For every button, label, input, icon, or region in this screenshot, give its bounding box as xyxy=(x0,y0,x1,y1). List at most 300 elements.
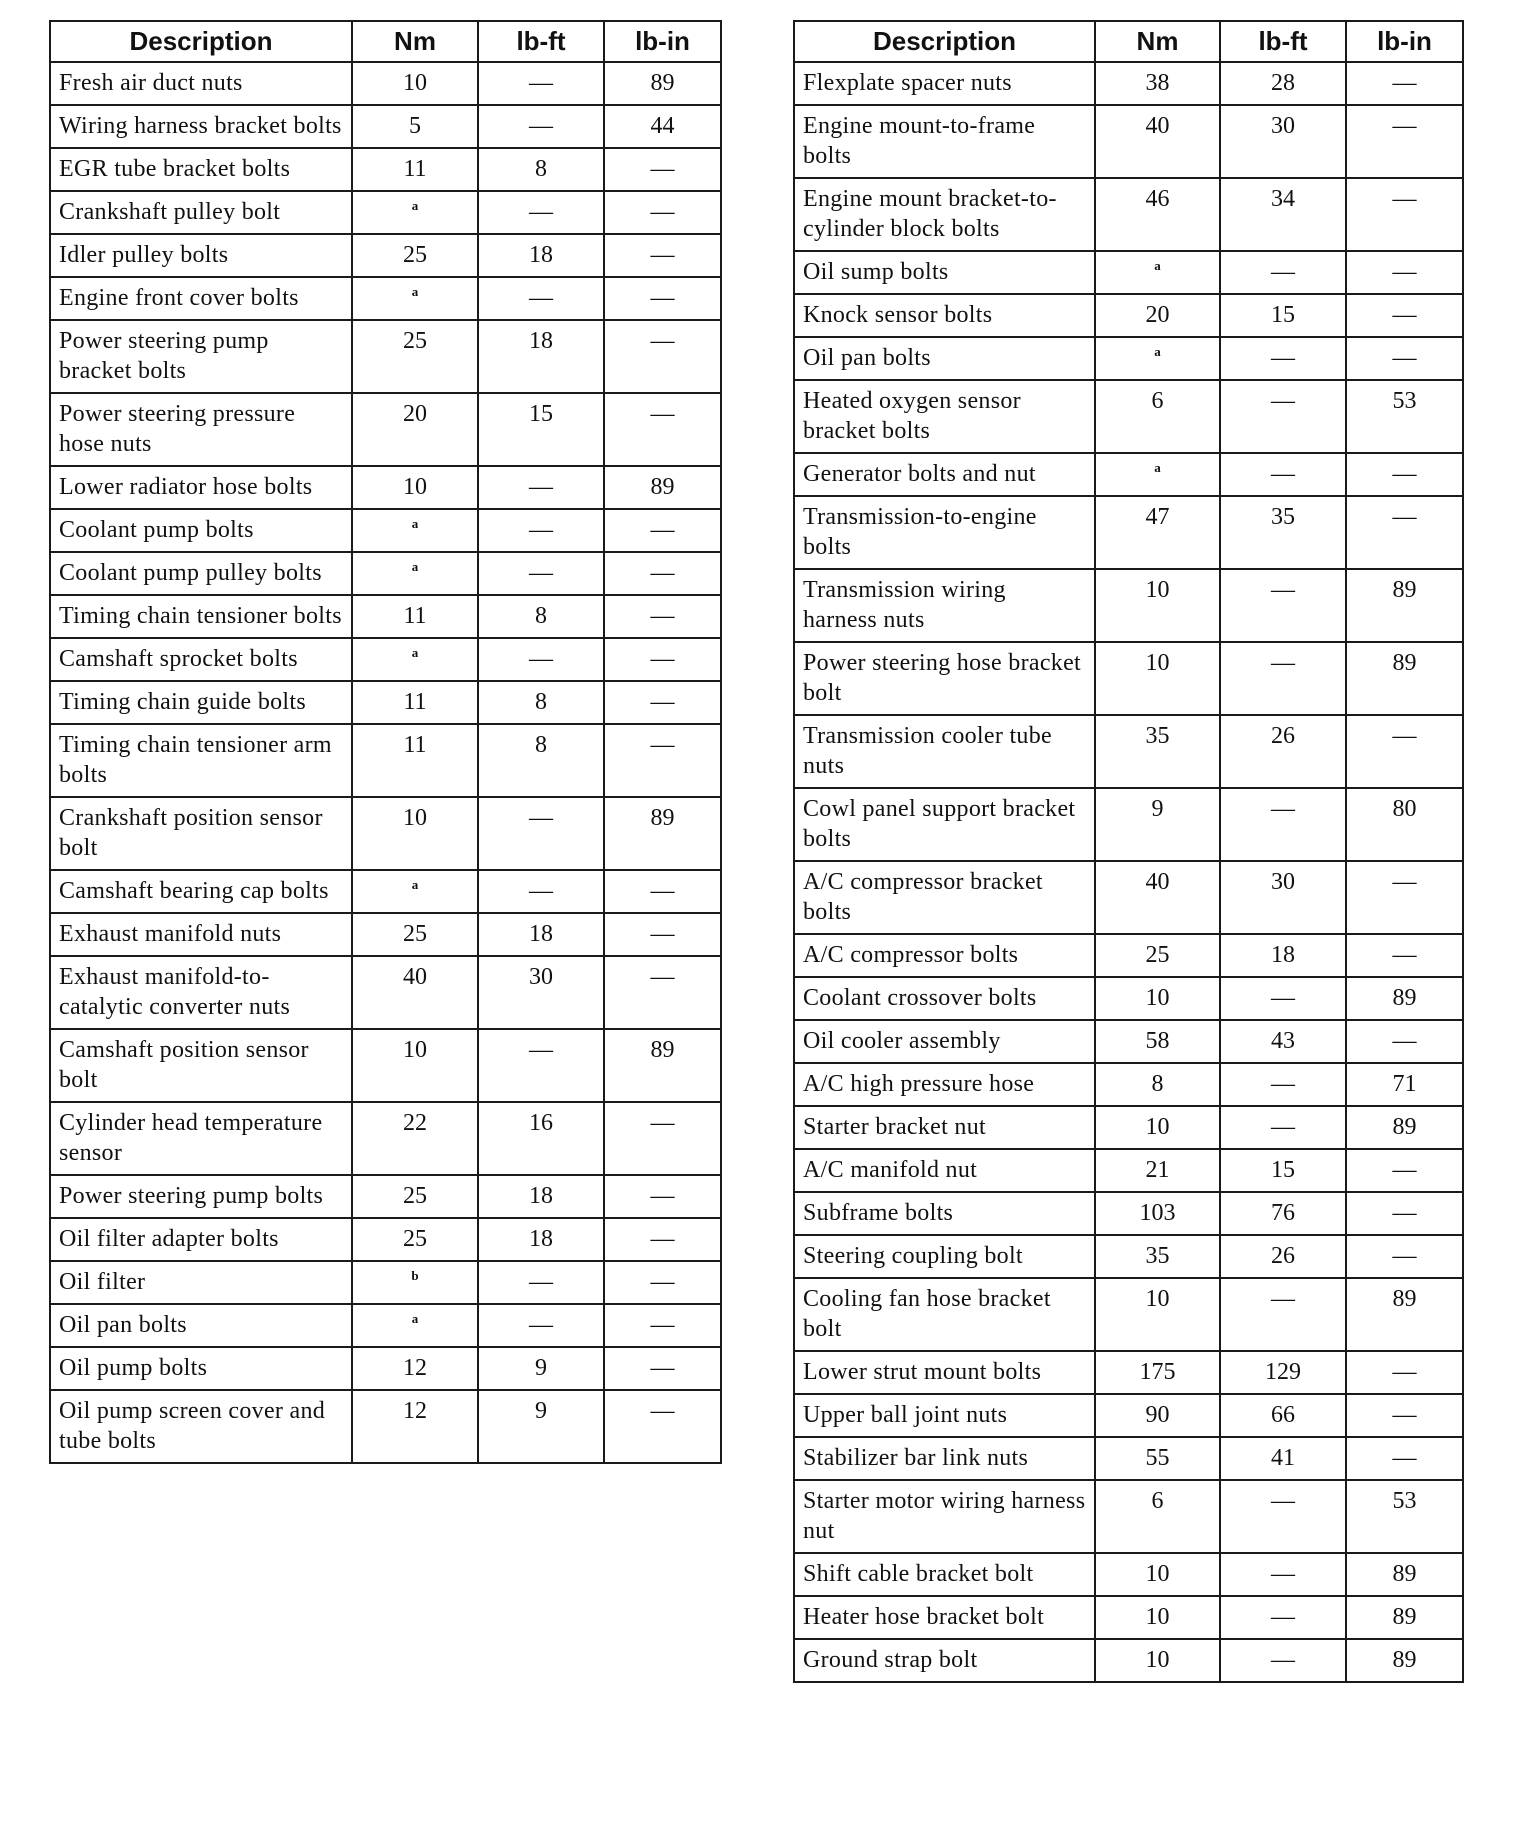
lbft-cell: 16 xyxy=(478,1102,604,1175)
table-row xyxy=(794,1351,1463,1394)
lbin-cell: — xyxy=(1346,496,1463,569)
table-row xyxy=(794,1235,1463,1278)
nm-cell: 22 xyxy=(352,1102,478,1175)
lbft-cell: 34 xyxy=(1220,178,1346,251)
description-cell: Oil cooler assembly xyxy=(794,1020,1095,1063)
nm-cell: 10 xyxy=(1095,1596,1220,1639)
nm-cell: 10 xyxy=(352,797,478,870)
nm-cell: 40 xyxy=(352,956,478,1029)
lbft-cell: 18 xyxy=(478,234,604,277)
description-cell: Oil sump bolts xyxy=(794,251,1095,294)
header-row xyxy=(794,21,1463,62)
description-cell: Crankshaft pulley bolt xyxy=(50,191,352,234)
nm-cell: 10 xyxy=(1095,1106,1220,1149)
nm-cell: 10 xyxy=(1095,1278,1220,1351)
table-row xyxy=(50,552,721,595)
lbft-cell: — xyxy=(478,105,604,148)
lbin-cell: — xyxy=(1346,861,1463,934)
description-cell: Oil filter adapter bolts xyxy=(50,1218,352,1261)
nm-cell: 25 xyxy=(1095,934,1220,977)
nm-cell xyxy=(1095,453,1220,496)
table-row xyxy=(794,715,1463,788)
table-row xyxy=(794,1278,1463,1351)
lbin-cell: — xyxy=(604,956,721,1029)
description-cell: EGR tube bracket bolts xyxy=(50,148,352,191)
table-row xyxy=(50,724,721,797)
table-row xyxy=(50,1261,721,1304)
lbin-cell: — xyxy=(604,1102,721,1175)
col-header-nm: Nm xyxy=(1095,21,1220,62)
lbin-cell: — xyxy=(604,870,721,913)
table-row xyxy=(50,797,721,870)
col-header-lbft: lb-ft xyxy=(1220,21,1346,62)
nm-cell: 12 xyxy=(352,1390,478,1463)
lbft-cell: 43 xyxy=(1220,1020,1346,1063)
description-cell: Coolant pump pulley bolts xyxy=(50,552,352,595)
lbft-cell: 15 xyxy=(1220,294,1346,337)
table-row xyxy=(50,1347,721,1390)
lbft-cell: — xyxy=(478,552,604,595)
nm-cell: 9 xyxy=(1095,788,1220,861)
lbin-cell: — xyxy=(604,148,721,191)
lbin-cell: — xyxy=(1346,1235,1463,1278)
lbft-cell: — xyxy=(478,191,604,234)
nm-cell xyxy=(352,870,478,913)
lbin-cell: — xyxy=(1346,1437,1463,1480)
lbin-cell: — xyxy=(604,552,721,595)
lbft-cell: — xyxy=(478,1029,604,1102)
lbft-cell: 18 xyxy=(478,913,604,956)
nm-cell: 25 xyxy=(352,1175,478,1218)
table-row xyxy=(794,496,1463,569)
lbft-cell: 35 xyxy=(1220,496,1346,569)
description-cell: Transmission wiring harness nuts xyxy=(794,569,1095,642)
lbft-cell: 8 xyxy=(478,681,604,724)
nm-cell: 103 xyxy=(1095,1192,1220,1235)
description-cell: Heater hose bracket bolt xyxy=(794,1596,1095,1639)
nm-cell: 11 xyxy=(352,148,478,191)
lbin-cell: 89 xyxy=(1346,569,1463,642)
description-cell: Engine front cover bolts xyxy=(50,277,352,320)
description-cell: Cooling fan hose bracket bolt xyxy=(794,1278,1095,1351)
lbft-cell: — xyxy=(1220,1596,1346,1639)
lbin-cell: — xyxy=(604,320,721,393)
footnote-marker: a xyxy=(411,284,419,299)
lbin-cell: — xyxy=(1346,453,1463,496)
col-header-lbin: lb-in xyxy=(1346,21,1463,62)
lbin-cell: — xyxy=(604,1175,721,1218)
description-cell: Oil pump screen cover and tube bolts xyxy=(50,1390,352,1463)
lbin-cell: — xyxy=(604,393,721,466)
table-row xyxy=(794,1106,1463,1149)
table-row xyxy=(794,1480,1463,1553)
lbin-cell: — xyxy=(604,724,721,797)
table-row xyxy=(50,870,721,913)
description-cell: Power steering hose bracket bolt xyxy=(794,642,1095,715)
lbin-cell: — xyxy=(1346,294,1463,337)
table-row xyxy=(50,277,721,320)
table-row xyxy=(794,569,1463,642)
lbin-cell: 89 xyxy=(604,1029,721,1102)
lbft-cell: — xyxy=(478,62,604,105)
lbft-cell: — xyxy=(1220,251,1346,294)
lbin-cell: — xyxy=(604,595,721,638)
lbin-cell: — xyxy=(1346,178,1463,251)
description-cell: Wiring harness bracket bolts xyxy=(50,105,352,148)
lbft-cell: 15 xyxy=(1220,1149,1346,1192)
lbft-cell: 18 xyxy=(478,1218,604,1261)
nm-cell: 40 xyxy=(1095,861,1220,934)
nm-cell: 11 xyxy=(352,595,478,638)
table-row xyxy=(794,934,1463,977)
lbft-cell: 30 xyxy=(478,956,604,1029)
table-row xyxy=(50,105,721,148)
description-cell: Timing chain guide bolts xyxy=(50,681,352,724)
table-row xyxy=(794,1192,1463,1235)
nm-cell xyxy=(1095,337,1220,380)
table-row xyxy=(50,595,721,638)
nm-cell xyxy=(352,277,478,320)
lbft-cell: — xyxy=(478,466,604,509)
table-row xyxy=(50,638,721,681)
nm-cell: 25 xyxy=(352,320,478,393)
lbin-cell: 89 xyxy=(1346,1596,1463,1639)
lbft-cell: — xyxy=(1220,977,1346,1020)
nm-cell xyxy=(352,191,478,234)
description-cell: Oil pump bolts xyxy=(50,1347,352,1390)
table-row xyxy=(794,178,1463,251)
table-row xyxy=(794,294,1463,337)
lbft-cell: 9 xyxy=(478,1390,604,1463)
lbft-cell: 26 xyxy=(1220,1235,1346,1278)
lbft-cell: 18 xyxy=(478,320,604,393)
table-row xyxy=(50,1102,721,1175)
lbin-cell: — xyxy=(1346,251,1463,294)
table-row xyxy=(794,1437,1463,1480)
nm-cell: 10 xyxy=(352,466,478,509)
footnote-marker: a xyxy=(411,198,419,213)
nm-cell: 25 xyxy=(352,1218,478,1261)
lbft-cell: 18 xyxy=(1220,934,1346,977)
description-cell: Steering coupling bolt xyxy=(794,1235,1095,1278)
nm-cell: 10 xyxy=(352,1029,478,1102)
table-row xyxy=(50,191,721,234)
lbin-cell: 53 xyxy=(1346,380,1463,453)
nm-cell: 55 xyxy=(1095,1437,1220,1480)
description-cell: Subframe bolts xyxy=(794,1192,1095,1235)
lbft-cell: — xyxy=(1220,1106,1346,1149)
lbft-cell: — xyxy=(478,638,604,681)
lbft-cell: 30 xyxy=(1220,105,1346,178)
lbft-cell: — xyxy=(1220,1639,1346,1682)
lbin-cell: — xyxy=(1346,62,1463,105)
nm-cell xyxy=(352,1261,478,1304)
lbft-cell: — xyxy=(1220,1480,1346,1553)
nm-cell: 12 xyxy=(352,1347,478,1390)
lbft-cell: 8 xyxy=(478,595,604,638)
col-header-description: Description xyxy=(50,21,352,62)
lbin-cell: 71 xyxy=(1346,1063,1463,1106)
lbft-cell: — xyxy=(1220,642,1346,715)
lbin-cell: 89 xyxy=(1346,1106,1463,1149)
table-row xyxy=(794,62,1463,105)
description-cell: Cowl panel support bracket bolts xyxy=(794,788,1095,861)
lbin-cell: — xyxy=(604,509,721,552)
lbft-cell: — xyxy=(1220,1063,1346,1106)
nm-cell: 175 xyxy=(1095,1351,1220,1394)
lbin-cell: 44 xyxy=(604,105,721,148)
lbft-cell: — xyxy=(478,1261,604,1304)
lbft-cell: 30 xyxy=(1220,861,1346,934)
table-row xyxy=(794,642,1463,715)
table-row xyxy=(50,1390,721,1463)
table-row xyxy=(794,1596,1463,1639)
footnote-marker: a xyxy=(1154,258,1161,273)
header-row xyxy=(50,21,721,62)
table-row xyxy=(794,251,1463,294)
lbft-cell: — xyxy=(478,797,604,870)
description-cell: Starter motor wiring harness nut xyxy=(794,1480,1095,1553)
description-cell: Exhaust manifold nuts xyxy=(50,913,352,956)
description-cell: Starter bracket nut xyxy=(794,1106,1095,1149)
lbft-cell: 66 xyxy=(1220,1394,1346,1437)
col-header-nm: Nm xyxy=(352,21,478,62)
lbin-cell: 89 xyxy=(1346,1639,1463,1682)
description-cell: Timing chain tensioner arm bolts xyxy=(50,724,352,797)
lbin-cell: 89 xyxy=(1346,1553,1463,1596)
nm-cell: 40 xyxy=(1095,105,1220,178)
table-row xyxy=(794,337,1463,380)
description-cell: Idler pulley bolts xyxy=(50,234,352,277)
table-row xyxy=(794,105,1463,178)
description-cell: Camshaft position sensor bolt xyxy=(50,1029,352,1102)
description-cell: Cylinder head temperature sensor xyxy=(50,1102,352,1175)
nm-cell: 35 xyxy=(1095,1235,1220,1278)
description-cell: Flexplate spacer nuts xyxy=(794,62,1095,105)
description-cell: A/C compressor bolts xyxy=(794,934,1095,977)
lbin-cell: — xyxy=(604,1261,721,1304)
lbft-cell: — xyxy=(478,870,604,913)
table-row xyxy=(794,1020,1463,1063)
torque-table-left xyxy=(49,20,722,1464)
table-row xyxy=(50,956,721,1029)
lbft-cell: — xyxy=(1220,453,1346,496)
nm-cell: 5 xyxy=(352,105,478,148)
lbin-cell: 89 xyxy=(604,797,721,870)
lbin-cell: 89 xyxy=(1346,1278,1463,1351)
table-row xyxy=(50,234,721,277)
lbin-cell: — xyxy=(604,913,721,956)
col-header-lbin: lb-in xyxy=(604,21,721,62)
lbin-cell: — xyxy=(604,234,721,277)
lbft-cell: — xyxy=(1220,1553,1346,1596)
lbin-cell: 89 xyxy=(604,466,721,509)
description-cell: Fresh air duct nuts xyxy=(50,62,352,105)
description-cell: Camshaft bearing cap bolts xyxy=(50,870,352,913)
lbin-cell: — xyxy=(1346,1020,1463,1063)
description-cell: Generator bolts and nut xyxy=(794,453,1095,496)
description-cell: Upper ball joint nuts xyxy=(794,1394,1095,1437)
description-cell: Stabilizer bar link nuts xyxy=(794,1437,1095,1480)
description-cell: Engine mount-to-frame bolts xyxy=(794,105,1095,178)
table-row xyxy=(794,788,1463,861)
footnote-marker: a xyxy=(1154,344,1161,359)
table-row xyxy=(50,681,721,724)
footnote-marker: a xyxy=(411,645,419,660)
description-cell: Coolant crossover bolts xyxy=(794,977,1095,1020)
nm-cell: 6 xyxy=(1095,380,1220,453)
description-cell: Oil pan bolts xyxy=(50,1304,352,1347)
lbft-cell: — xyxy=(1220,337,1346,380)
description-cell: Knock sensor bolts xyxy=(794,294,1095,337)
lbin-cell: — xyxy=(604,1390,721,1463)
col-header-lbft: lb-ft xyxy=(478,21,604,62)
lbft-cell: 18 xyxy=(478,1175,604,1218)
nm-cell: 10 xyxy=(1095,1639,1220,1682)
torque-table-right xyxy=(793,20,1464,1683)
lbin-cell: — xyxy=(1346,1149,1463,1192)
lbft-cell: — xyxy=(1220,380,1346,453)
nm-cell: 11 xyxy=(352,724,478,797)
lbft-cell: 15 xyxy=(478,393,604,466)
lbin-cell: — xyxy=(604,1347,721,1390)
lbft-cell: 129 xyxy=(1220,1351,1346,1394)
lbft-cell: — xyxy=(478,509,604,552)
table-row xyxy=(794,1149,1463,1192)
nm-cell xyxy=(352,509,478,552)
table-row xyxy=(794,380,1463,453)
table-row xyxy=(50,1304,721,1347)
lbft-cell: — xyxy=(1220,1278,1346,1351)
footnote-marker: a xyxy=(411,516,419,531)
table-row xyxy=(50,148,721,191)
nm-cell: 20 xyxy=(1095,294,1220,337)
lbin-cell: — xyxy=(604,277,721,320)
table-row xyxy=(794,1553,1463,1596)
nm-cell: 25 xyxy=(352,913,478,956)
lbft-cell: 28 xyxy=(1220,62,1346,105)
footnote-marker: b xyxy=(411,1268,419,1283)
description-cell: Ground strap bolt xyxy=(794,1639,1095,1682)
lbin-cell: 53 xyxy=(1346,1480,1463,1553)
lbin-cell: — xyxy=(1346,337,1463,380)
table-row xyxy=(50,320,721,393)
nm-cell: 6 xyxy=(1095,1480,1220,1553)
nm-cell: 35 xyxy=(1095,715,1220,788)
description-cell: A/C high pressure hose xyxy=(794,1063,1095,1106)
nm-cell: 8 xyxy=(1095,1063,1220,1106)
table-row xyxy=(794,861,1463,934)
description-cell: A/C compressor bracket bolts xyxy=(794,861,1095,934)
lbin-cell: — xyxy=(1346,105,1463,178)
nm-cell: 38 xyxy=(1095,62,1220,105)
description-cell: Exhaust manifold-to-catalytic converter nuts xyxy=(50,956,352,1029)
nm-cell: 47 xyxy=(1095,496,1220,569)
description-cell: Transmission-to-engine bolts xyxy=(794,496,1095,569)
lbin-cell: 89 xyxy=(1346,642,1463,715)
lbin-cell: — xyxy=(1346,715,1463,788)
nm-cell: 10 xyxy=(1095,569,1220,642)
table-row xyxy=(50,1218,721,1261)
nm-cell: 90 xyxy=(1095,1394,1220,1437)
description-cell: Transmission cooler tube nuts xyxy=(794,715,1095,788)
lbin-cell: — xyxy=(1346,1192,1463,1235)
lbft-cell: 76 xyxy=(1220,1192,1346,1235)
table-row xyxy=(50,1029,721,1102)
nm-cell: 21 xyxy=(1095,1149,1220,1192)
description-cell: Oil filter xyxy=(50,1261,352,1304)
nm-cell: 10 xyxy=(1095,642,1220,715)
col-header-description: Description xyxy=(794,21,1095,62)
table-row xyxy=(50,62,721,105)
description-cell: Crankshaft position sensor bolt xyxy=(50,797,352,870)
nm-cell xyxy=(352,1304,478,1347)
description-cell: Timing chain tensioner bolts xyxy=(50,595,352,638)
lbin-cell: — xyxy=(1346,1394,1463,1437)
footnote-marker: a xyxy=(411,1311,419,1326)
footnote-marker: a xyxy=(411,559,419,574)
lbft-cell: 41 xyxy=(1220,1437,1346,1480)
table-row xyxy=(794,1063,1463,1106)
lbin-cell: 89 xyxy=(1346,977,1463,1020)
nm-cell xyxy=(1095,251,1220,294)
table-row xyxy=(794,1639,1463,1682)
lbft-cell: 9 xyxy=(478,1347,604,1390)
lbin-cell: — xyxy=(604,681,721,724)
lbin-cell: 89 xyxy=(604,62,721,105)
description-cell: Power steering pump bolts xyxy=(50,1175,352,1218)
lbft-cell: 8 xyxy=(478,724,604,797)
description-cell: A/C manifold nut xyxy=(794,1149,1095,1192)
footnote-marker: a xyxy=(1154,460,1161,475)
description-cell: Shift cable bracket bolt xyxy=(794,1553,1095,1596)
lbin-cell: — xyxy=(604,638,721,681)
lbin-cell: — xyxy=(604,191,721,234)
nm-cell: 11 xyxy=(352,681,478,724)
description-cell: Heated oxygen sensor bracket bolts xyxy=(794,380,1095,453)
table-row xyxy=(50,913,721,956)
lbft-cell: — xyxy=(1220,788,1346,861)
lbft-cell: — xyxy=(478,1304,604,1347)
nm-cell xyxy=(352,638,478,681)
nm-cell: 10 xyxy=(1095,977,1220,1020)
lbin-cell: — xyxy=(604,1218,721,1261)
lbft-cell: — xyxy=(1220,569,1346,642)
description-cell: Power steering pressure hose nuts xyxy=(50,393,352,466)
table-row xyxy=(50,393,721,466)
lbft-cell: 8 xyxy=(478,148,604,191)
lbft-cell: — xyxy=(478,277,604,320)
description-cell: Engine mount bracket-to-cylinder block bolts xyxy=(794,178,1095,251)
description-cell: Lower strut mount bolts xyxy=(794,1351,1095,1394)
table-row xyxy=(50,466,721,509)
description-cell: Power steering pump bracket bolts xyxy=(50,320,352,393)
description-cell: Camshaft sprocket bolts xyxy=(50,638,352,681)
lbin-cell: — xyxy=(1346,934,1463,977)
table-row xyxy=(794,453,1463,496)
footnote-marker: a xyxy=(411,877,419,892)
nm-cell: 10 xyxy=(1095,1553,1220,1596)
lbin-cell: — xyxy=(604,1304,721,1347)
nm-cell: 46 xyxy=(1095,178,1220,251)
table-row xyxy=(50,509,721,552)
lbin-cell: 80 xyxy=(1346,788,1463,861)
description-cell: Oil pan bolts xyxy=(794,337,1095,380)
lbft-cell: 26 xyxy=(1220,715,1346,788)
table-row xyxy=(50,1175,721,1218)
nm-cell: 25 xyxy=(352,234,478,277)
nm-cell: 20 xyxy=(352,393,478,466)
